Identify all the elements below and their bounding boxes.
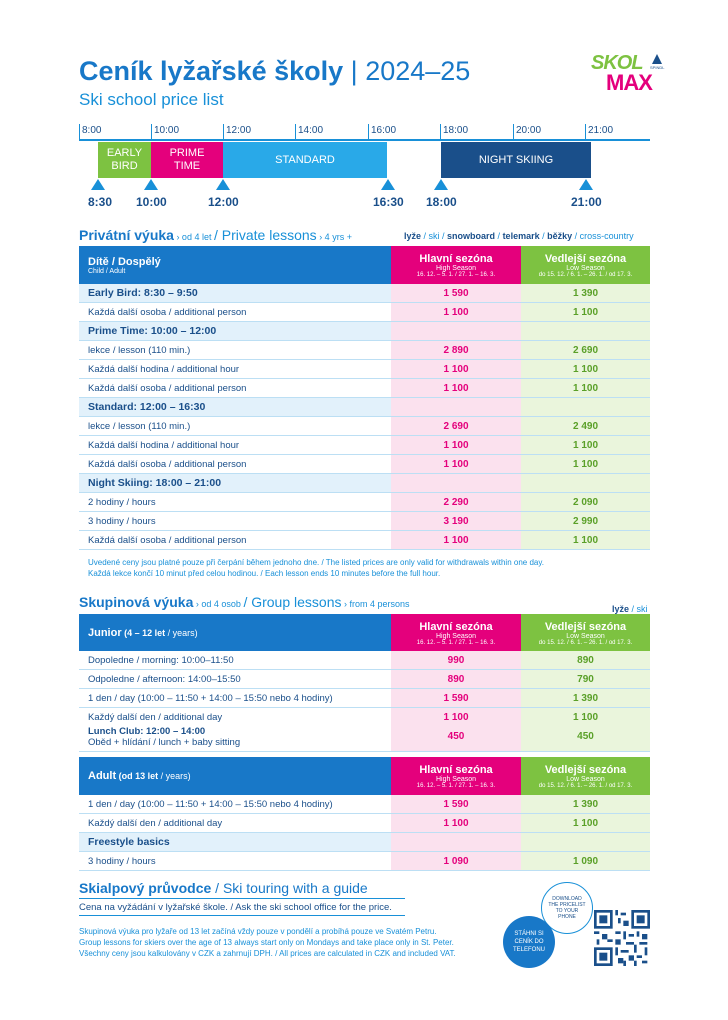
price-high: 1 090 bbox=[391, 852, 521, 870]
timeline-marker bbox=[91, 179, 105, 190]
col-header-low-season: Vedlejší sezóna Low Season do 15. 12. / 6. 1. – 26. 1. / od 17. 3. bbox=[521, 614, 650, 652]
price-low: 1 390 bbox=[521, 795, 650, 813]
timeline-tick-label: 10:00 bbox=[154, 125, 180, 136]
download-bubble-en: DOWNLOAD THE PRICELIST TO YOUR PHONE bbox=[541, 882, 593, 934]
row-section-label: Standard: 12:00 – 16:30 bbox=[79, 398, 391, 416]
timeline-marker-label: 16:30 bbox=[373, 195, 404, 209]
price-low: 1 390 bbox=[521, 284, 650, 302]
adult-table-header bbox=[79, 757, 650, 795]
price-high: 2 690 bbox=[391, 417, 521, 435]
page-title: Ceník lyžařské školy | 2024–25 bbox=[79, 56, 471, 86]
timeline-axis bbox=[79, 139, 650, 141]
timeline-marker bbox=[144, 179, 158, 190]
price-low: 1 100 bbox=[521, 531, 650, 549]
timeline-tick-label: 8:00 bbox=[82, 125, 102, 136]
table-row bbox=[79, 341, 650, 360]
price-high bbox=[391, 474, 521, 492]
timeline-tick-label: 21:00 bbox=[588, 125, 614, 136]
price-low: 1 100 bbox=[521, 379, 650, 397]
row-label: Každá další hodina / additional hour bbox=[79, 436, 391, 454]
mountain-icon bbox=[652, 54, 662, 64]
group-discipline-legend: lyže / ski bbox=[612, 604, 648, 614]
timeline-marker-label: 12:00 bbox=[208, 195, 239, 209]
row-label: Každá další osoba / additional person bbox=[79, 531, 391, 549]
ski-touring-text: Cena na vyžádání v lyžařské škole. / Ask the ski school office for the price. bbox=[79, 902, 392, 913]
logo-bottom-text: MAX bbox=[606, 70, 652, 95]
table-row bbox=[79, 455, 650, 474]
row-label: 1 den / day (10:00 – 11:50 + 14:00 – 15:50 nebo 4 hodiny) bbox=[79, 795, 391, 813]
timeline-marker bbox=[216, 179, 230, 190]
price-high: 990 bbox=[391, 651, 521, 669]
timeline-marker-label: 10:00 bbox=[136, 195, 167, 209]
price-high bbox=[391, 398, 521, 416]
page-subtitle: Ski school price list bbox=[79, 90, 224, 109]
price-high: 1 590 bbox=[391, 689, 521, 707]
timeline-tick-label: 18:00 bbox=[443, 125, 469, 136]
price-low: 2 490 bbox=[521, 417, 650, 435]
price-low bbox=[521, 833, 650, 851]
row-section-label: Early Bird: 8:30 – 9:50 bbox=[79, 284, 391, 302]
price-low: 1 100 bbox=[521, 455, 650, 473]
band-night-skiing: NIGHT SKIING bbox=[441, 142, 591, 178]
table-row bbox=[79, 398, 650, 417]
table-row bbox=[79, 670, 650, 689]
table-row bbox=[79, 417, 650, 436]
lunch-club-sub: Oběd + hlídání / lunch + baby sitting bbox=[88, 736, 241, 748]
price-low: 2 090 bbox=[521, 493, 650, 511]
col-header-adult: Adult (od 13 let / years) bbox=[79, 757, 391, 795]
price-high: 1 100 bbox=[391, 379, 521, 397]
private-discipline-legend: lyže / ski / snowboard / telemark / běžky / cross-country bbox=[404, 231, 634, 241]
row-label: 1 den / day (10:00 – 11:50 + 14:00 – 15:50 nebo 4 hodiny) bbox=[79, 689, 391, 707]
price-high bbox=[391, 833, 521, 851]
private-lessons-heading: Privátní výuka › od 4 let / Private lessons › 4 yrs + bbox=[79, 227, 352, 243]
band-early-bird: EARLY BIRD bbox=[98, 142, 151, 178]
table-row bbox=[79, 360, 650, 379]
table-row bbox=[79, 436, 650, 455]
row-section-label: Freestyle basics bbox=[79, 833, 391, 851]
lunch-club-title: Lunch Club: 12:00 – 14:00 bbox=[88, 725, 206, 737]
price-high: 3 190 bbox=[391, 512, 521, 530]
timeline-marker bbox=[434, 179, 448, 190]
col-header-low-season: Vedlejší sezóna Low Season do 15. 12. / 6. 1. – 26. 1. / od 17. 3. bbox=[521, 757, 650, 795]
row-label: 3 hodiny / hours bbox=[79, 852, 391, 870]
band-prime-time: PRIME TIME bbox=[151, 142, 223, 178]
divider bbox=[79, 898, 405, 899]
table-row bbox=[79, 493, 650, 512]
table-row bbox=[79, 531, 650, 550]
price-high: 1 590 bbox=[391, 284, 521, 302]
logo-top-text: SKOL bbox=[591, 52, 643, 74]
timeline-tick-label: 20:00 bbox=[516, 125, 542, 136]
price-low: 1 100 bbox=[521, 814, 650, 832]
price-low bbox=[521, 398, 650, 416]
timeline-marker bbox=[381, 179, 395, 190]
price-high: 1 590 bbox=[391, 795, 521, 813]
table-row bbox=[79, 474, 650, 493]
table-row bbox=[79, 689, 650, 708]
row-label: Každý další den / additional day bbox=[79, 814, 391, 832]
price-high: 1 100 bbox=[391, 455, 521, 473]
price-high: 1 100 bbox=[391, 531, 521, 549]
ski-touring-heading: Skialpový průvodce / Ski touring with a guide bbox=[79, 880, 368, 896]
price-high: 1 100 bbox=[391, 360, 521, 378]
price-low: 1 090 bbox=[521, 852, 650, 870]
price-low bbox=[521, 474, 650, 492]
timeline-marker bbox=[579, 179, 593, 190]
timeline-tick-label: 12:00 bbox=[226, 125, 252, 136]
price-low: 1 100 bbox=[521, 708, 650, 726]
col-header-low-season: Vedlejší sezóna Low Season do 15. 12. / 6. 1. – 26. 1. / od 17. 3. bbox=[521, 246, 650, 284]
junior-table-header bbox=[79, 614, 650, 652]
col-header-high-season: Hlavní sezóna High Season 16. 12. – 5. 1. / 27. 1. – 16. 3. bbox=[391, 246, 521, 284]
col-header-junior: Junior (4 – 12 let / years) bbox=[79, 614, 391, 652]
price-low: 2 690 bbox=[521, 341, 650, 359]
download-bubble-cz: STÁHNI SI CENÍK DO TELEFONU bbox=[503, 916, 555, 968]
table-row bbox=[79, 379, 650, 398]
row-section-label: Prime Time: 10:00 – 12:00 bbox=[79, 322, 391, 340]
price-low: 1 100 bbox=[521, 436, 650, 454]
table-row bbox=[79, 322, 650, 341]
skolmax-logo bbox=[588, 52, 668, 96]
price-low: 1 100 bbox=[521, 360, 650, 378]
price-high: 2 290 bbox=[391, 493, 521, 511]
logo-small-text: SPINDL bbox=[650, 65, 665, 70]
price-low bbox=[521, 322, 650, 340]
price-low: 890 bbox=[521, 651, 650, 669]
timeline-tick-label: 14:00 bbox=[298, 125, 324, 136]
row-label: Každá další osoba / additional person bbox=[79, 455, 391, 473]
price-low: 1 390 bbox=[521, 689, 650, 707]
price-high: 1 100 bbox=[391, 814, 521, 832]
qr-code-icon[interactable] bbox=[594, 910, 650, 966]
row-section-label: Night Skiing: 18:00 – 21:00 bbox=[79, 474, 391, 492]
group-lessons-heading: Skupinová výuka › od 4 osob / Group lessons › from 4 persons bbox=[79, 594, 410, 610]
price-low: 2 990 bbox=[521, 512, 650, 530]
table-row bbox=[79, 651, 650, 670]
row-label: 3 hodiny / hours bbox=[79, 512, 391, 530]
footer-notes: Skupinová výuka pro lyžaře od 13 let začíná vždy pouze v pondělí a probíhá pouze ve Svatém Petru. Group lessons for skiers over the age of 13 always start only on Mondays and take place only in St. Peter. Všechny ceny jsou kalkulovány v CZK a zahrnují DPH. / All prices are calculated in CZK and included VAT. bbox=[79, 927, 456, 958]
timeline-marker-label: 21:00 bbox=[571, 195, 602, 209]
price-high bbox=[391, 322, 521, 340]
price-high: 890 bbox=[391, 670, 521, 688]
price-high: 2 890 bbox=[391, 341, 521, 359]
price-high: 1 100 bbox=[391, 708, 521, 726]
row-label: Odpoledne / afternoon: 14:00–15:50 bbox=[79, 670, 391, 688]
table-row bbox=[79, 512, 650, 531]
row-label: lekce / lesson (110 min.) bbox=[79, 417, 391, 435]
col-header-client: Dítě / Dospělý Child / Adult bbox=[79, 246, 391, 284]
row-label: 2 hodiny / hours bbox=[79, 493, 391, 511]
table-row bbox=[79, 814, 650, 833]
row-label: Každá další hodina / additional hour bbox=[79, 360, 391, 378]
price-low: 790 bbox=[521, 670, 650, 688]
price-high: 1 100 bbox=[391, 303, 521, 321]
divider bbox=[79, 915, 405, 916]
row-label: Dopoledne / morning: 10:00–11:50 bbox=[79, 651, 391, 669]
table-row bbox=[79, 795, 650, 814]
timeline-tick-label: 16:00 bbox=[371, 125, 397, 136]
table-row-lunch-club bbox=[79, 722, 650, 752]
table-row bbox=[79, 284, 650, 303]
col-header-high-season: Hlavní sezóna High Season 16. 12. – 5. 1. / 27. 1. – 16. 3. bbox=[391, 614, 521, 652]
table-row bbox=[79, 833, 650, 852]
table-row bbox=[79, 852, 650, 871]
price-low: 1 100 bbox=[521, 303, 650, 321]
timeline-marker-label: 8:30 bbox=[88, 195, 113, 209]
row-label: Každý další den / additional day bbox=[79, 708, 391, 726]
row-label: Každá další osoba / additional person bbox=[79, 379, 391, 397]
col-header-high-season: Hlavní sezóna High Season 16. 12. – 5. 1. / 27. 1. – 16. 3. bbox=[391, 757, 521, 795]
table-row bbox=[79, 303, 650, 322]
price-low: 450 bbox=[521, 722, 650, 751]
row-label: Každá další osoba / additional person bbox=[79, 303, 391, 321]
private-table-header bbox=[79, 246, 650, 284]
private-note: Uvedené ceny jsou platné pouze při čerpání během jednoho dne. / The listed prices are only valid for withdrawals within one day. Každá lekce končí 10 minut před celou hodinou. / Each lesson ends 10 minutes before the full hour. bbox=[88, 558, 544, 578]
price-high: 450 bbox=[391, 722, 521, 751]
timeline-marker-label: 18:00 bbox=[426, 195, 457, 209]
price-high: 1 100 bbox=[391, 436, 521, 454]
row-label: lekce / lesson (110 min.) bbox=[79, 341, 391, 359]
band-standard: STANDARD bbox=[223, 142, 387, 178]
